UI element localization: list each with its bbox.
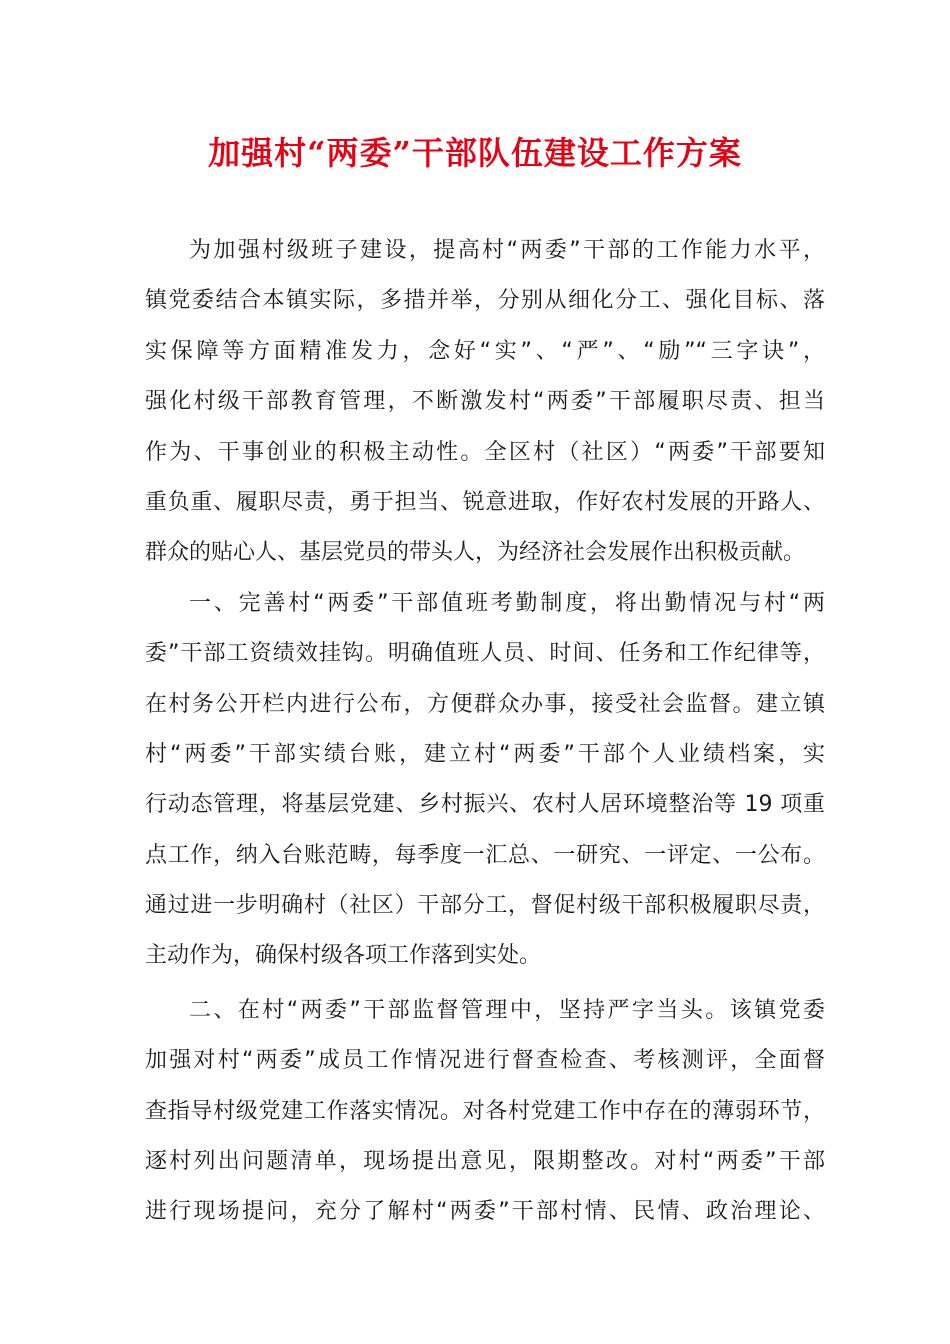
paragraph-line: 重负重、履职尽责，勇于担当、锐意进取，作好农村发展的开路人、	[145, 489, 825, 515]
paragraph-line: 群众的贴心人、基层党员的带头人，为经济社会发展作出积极贡献。	[145, 540, 806, 566]
paragraph-line: 加强对村“两委”成员工作情况进行督查检查、考核测评，全面督	[145, 1048, 825, 1074]
document-title: 加强村“两委”干部队伍建设工作方案	[208, 134, 742, 172]
paragraph-line: 二、在村“两委”干部监督管理中，坚持严字当头。该镇党委	[189, 997, 825, 1023]
paragraph-line: 强化村级干部教育管理，不断激发村“两委”干部履职尽责、担当	[145, 389, 825, 415]
document-body	[145, 226, 825, 1238]
paragraph-line: 逐村列出问题清单，现场提出意见，限期整改。对村“两委”干部	[145, 1149, 825, 1175]
paragraph-line: 一、完善村“两委”干部值班考勤制度，将出勤情况与村“两	[189, 590, 825, 616]
paragraph-line: 委”干部工资绩效挂钩。明确值班人员、时间、任务和工作纪律等，	[145, 641, 825, 667]
paragraph-line: 查指导村级党建工作落实情况。对各村党建工作中存在的薄弱环节，	[145, 1098, 825, 1124]
paragraph-line: 作为、干事创业的积极主动性。全区村（社区）“两委”干部要知	[145, 439, 825, 465]
paragraph-line: 在村务公开栏内进行公布，方便群众办事，接受社会监督。建立镇	[145, 691, 825, 717]
paragraph-line: 进行现场提问，充分了解村“两委”干部村情、民情、政治理论、	[145, 1199, 825, 1225]
paragraph-line: 点工作，纳入台账范畴，每季度一汇总、一研究、一评定、一公布。	[145, 842, 825, 868]
paragraph-line: 镇党委结合本镇实际，多措并举，分别从细化分工、强化目标、落	[145, 288, 825, 314]
paragraph-line: 实保障等方面精准发力，念好“实”、“严”、“励”“三字诀”，	[145, 338, 825, 364]
paragraph-line: 行动态管理，将基层党建、乡村振兴、农村人居环境整治等 19 项重	[145, 792, 825, 818]
paragraph-line: 主动作为，确保村级各项工作落到实处。	[145, 943, 542, 969]
paragraph-line: 通过进一步明确村（社区）干部分工，督促村级干部积极履职尽责，	[145, 893, 825, 919]
paragraph-line: 村“两委”干部实绩台账，建立村“两委”干部个人业绩档案，实	[145, 741, 825, 767]
paragraph-line: 为加强村级班子建设，提高村“两委”干部的工作能力水平，	[189, 238, 825, 263]
